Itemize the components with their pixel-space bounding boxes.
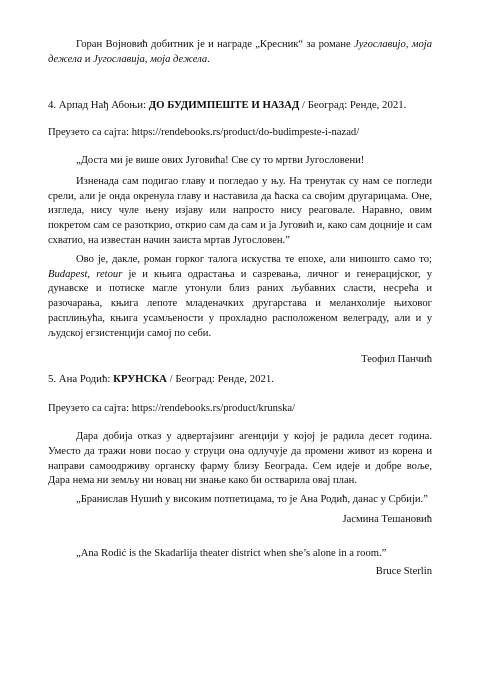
entry-title: ДО БУДИМПЕШТЕ И НАЗАД [148,99,300,111]
review-paragraph: Изненада сам подигао главу и погледао у њу. На тренутак су нам се погледи срели, али је онда окренула главу и наставила да ћаска са својим другарицама. Оне, изгледа, нису чуле њену изјаву или напросто нису реаговале. Наравно, овим покретом сам се разоткрио, открио сам да сам и ја Југовић и, како сам доцније и сам схватио, на известан начин заиста мртав Југословен.” [48,175,432,246]
original-title-italic: Budapest, retour [48,268,123,280]
intro-paragraph [48,38,432,68]
book-title-italic: Југославија, моја дежела [93,53,208,65]
intro-text: Горан Војновић добитник је и награде „Кресник“ за романе [76,39,355,50]
book-title-italic: Југославијо, моја дежела [48,39,432,65]
entry-4-download [48,126,432,141]
entry-heading [48,372,432,387]
signature: Јасмина Тешановић [342,513,432,525]
intro-section [48,38,432,68]
entry-title: КРУНСКА [113,373,167,385]
entry-5-english [48,547,432,580]
signature: Bruce Sterlin [375,565,432,577]
entry-5 [48,372,432,387]
entry-publisher: / Београд: Ренде, 2021. [299,99,407,111]
intro-text: и [82,53,94,65]
download-line: Преузето са сајта: https://rendebooks.rs/product/krunska/ [48,403,296,414]
english-quote: „Ana Rodić is the Skadarlija theater district when she’s alone in a room.” [76,548,387,559]
entry-publisher: / Београд: Ренде, 2021. [166,373,274,385]
entry-4-body [48,154,432,367]
review-paragraph [48,253,432,342]
entry-author: 4. Арпад Нађ Абоњи: [48,99,149,111]
entry-4 [48,98,432,113]
signature: Теофил Панчић [361,353,432,365]
entry-5-download [48,402,432,417]
entry-heading [48,98,432,113]
review-text: је и књига одрастања и сазревања, личног и генерацијског, у дунавске и потиске магле утонули близ раних љубавних сласти, несрећа и разочарања, књига лепоте младеначких другарстава и меланхолије њиховог расплињућа, књига усамљености у прохладно расположеном велеграду, али и у људској егзистенцији самој по себи. [48,268,432,339]
entry-author: 5. Ана Родић: [48,373,114,385]
download-line: Преузето са сајта: https://rendebooks.rs/product/do-budimpeste-i-nazad/ [48,127,360,138]
intro-text: . [207,53,210,65]
entry-5-body [48,430,432,528]
quote-line: „Доста ми је више ових Југовића! Све су то мртви Југословени! [76,155,365,166]
quote-paragraph: „Бранислав Нушић у високим потпетицама, то је Ана Родић, данас у Србији.” [76,494,428,506]
review-text: Ово је, дакле, роман горког талога искуства те епохе, али нипошто само то; [76,253,432,265]
review-paragraph: Дара добија отказ у адвертајзинг агенцији у којој је радила десет година. Уместо да тражи нови посао у струци она одлучује да промени живот из корена и направи самоодрживу органску фарму близу Београда. Сем идеје и добре воље, Дара нема ни земљу ни новац ни знање како би остварила овај план. [48,431,432,487]
